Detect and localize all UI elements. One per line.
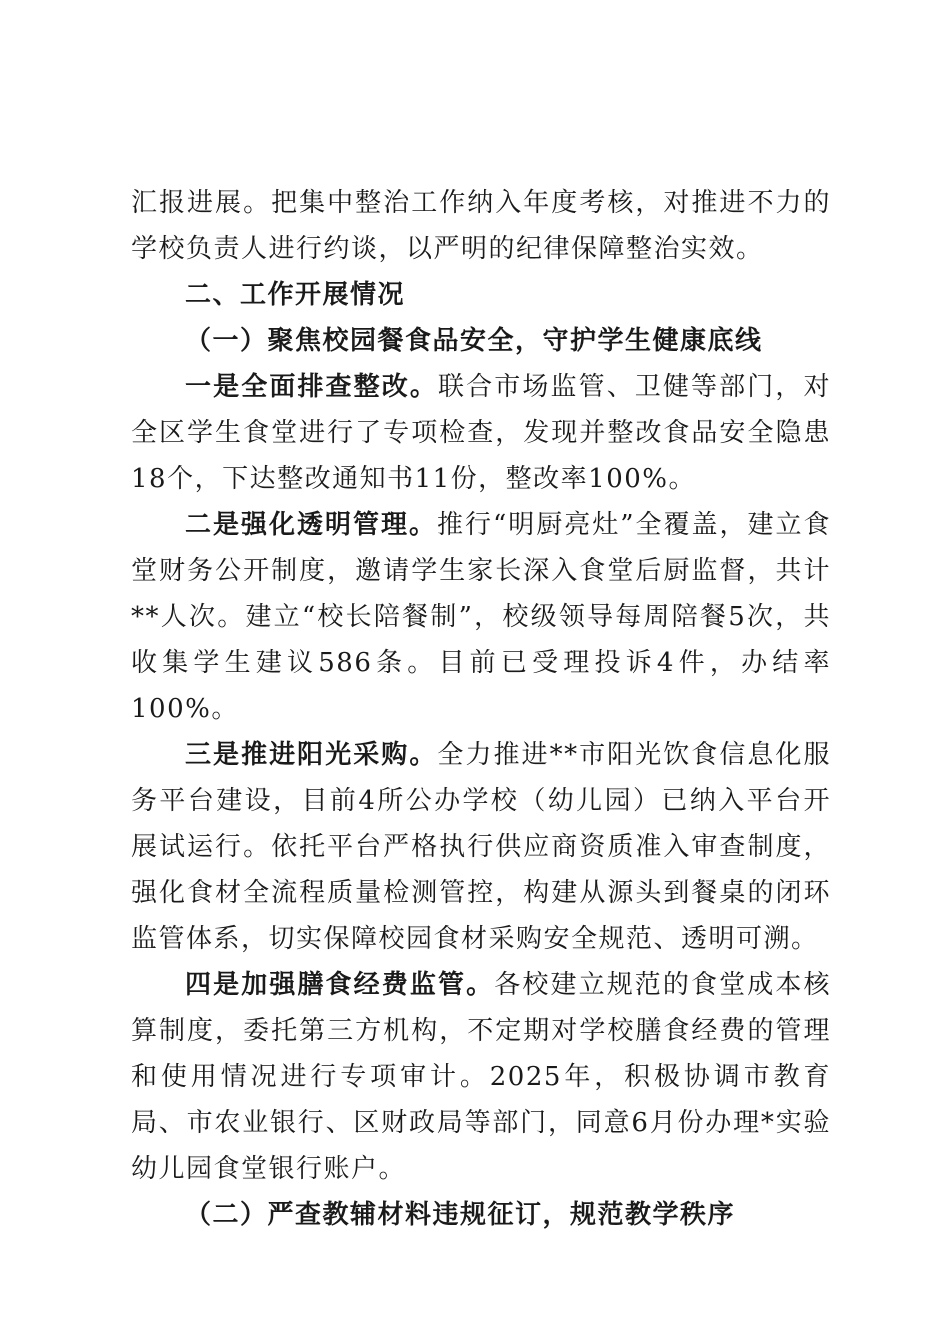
- item-paragraph-3: [131, 732, 831, 962]
- item-text-2: 推行“明厨亮灶”全覆盖，建立食堂财务公开制度，邀请学生家长深入食堂后厨监督，共计**人次。建立“校长陪餐制”，校级领导每周陪餐5次，共收集学生建议586条。目前已受理投诉4件，办结率100%。: [131, 510, 831, 724]
- section-heading: 二、工作开展情况: [185, 280, 406, 310]
- subsection-heading-1: （一）聚焦校园餐食品安全，守护学生健康底线: [185, 326, 763, 356]
- item-text-4: 各校建立规范的食堂成本核算制度，委托第三方机构，不定期对学校膳食经费的管理和使用情况进行专项审计。2025年，积极协调市教育局、市农业银行、区财政局等部门，同意6月份办理*实验幼儿园食堂银行账户。: [131, 970, 831, 1184]
- item-paragraph-4: [131, 962, 831, 1192]
- document-body: [131, 180, 831, 1238]
- subsection-heading-2: （二）严查教辅材料违规征订，规范教学秩序: [185, 1200, 736, 1230]
- item-paragraph-1: [131, 364, 831, 502]
- item-lead-3: 三是推进阳光采购。: [185, 740, 438, 770]
- item-lead-1: 一是全面排查整改。: [185, 372, 439, 402]
- continuation-paragraph: 汇报进展。把集中整治工作纳入年度考核，对推进不力的学校负责人进行约谈，以严明的纪律保障整治实效。: [131, 188, 831, 264]
- item-lead-2: 二是强化透明管理。: [185, 510, 437, 540]
- item-text-3: 全力推进**市阳光饮食信息化服务平台建设，目前4所公办学校（幼儿园）已纳入平台开展试运行。依托平台严格执行供应商资质准入审查制度，强化食材全流程质量检测管控，构建从源头到餐桌的闭环监管体系，切实保障校园食材采购安全规范、透明可溯。: [131, 740, 831, 954]
- item-lead-4: 四是加强膳食经费监管。: [185, 970, 495, 1000]
- item-paragraph-2: [131, 502, 831, 732]
- item-text-1: 联合市场监管、卫健等部门，对全区学生食堂进行了专项检查，发现并整改食品安全隐患18个，下达整改通知书11份，整改率100%。: [131, 372, 831, 494]
